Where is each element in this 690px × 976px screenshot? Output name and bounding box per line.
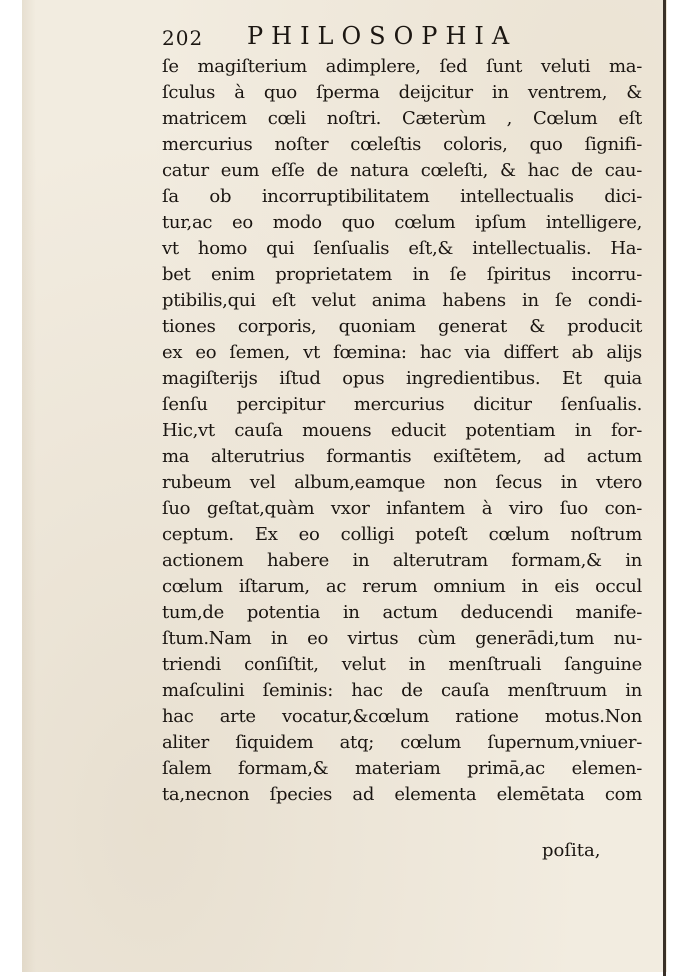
text-line: tur,ac eo modo quo cœlum ipſum intelligere, [162,212,642,233]
page-edge-line [663,0,666,976]
text-line: Hic,vt cauſa mouens educit potentiam in for- [162,420,642,441]
text-line: ſuo geſtat,quàm vxor infantem à viro ſuo con- [162,498,642,519]
text-line: triendi conſiſtit, velut in menſtruali ſanguine [162,654,642,675]
text-line: ma alterutrius formantis exiſtētem, ad actum [162,446,642,467]
text-line: matricem cœli noſtri. Cæterùm , Cœlum eſt [162,108,642,129]
text-line: ſe magiſterium adimplere, ſed ſunt veluti ma- [162,56,642,77]
text-line: aliter ſiquidem atq; cœlum ſupernum,vniuer- [162,732,642,753]
text-line: bet enim proprietatem in ſe ſpiritus incorru- [162,264,642,285]
text-line: ſculus à quo ſperma deijcitur in ventrem, & [162,82,642,103]
text-line: actionem habere in alterutram formam,& in [162,550,642,571]
running-title: PHILOSOPHIA [247,22,518,50]
text-line: ſtum.Nam in eo virtus cùm generādi,tum nu- [162,628,642,649]
body-text [162,54,642,808]
text-line: ta,necnon ſpecies ad elementa elemētata com [162,784,642,805]
book-page [22,0,667,972]
text-line: vt homo qui ſenſualis eſt,& intellectualis. Ha- [162,238,642,259]
text-line: rubeum vel album,eamque non ſecus in vtero [162,472,642,493]
text-line: hac arte vocatur,&cœlum ratione motus.Non [162,706,642,727]
catchword: poſita, [542,840,601,861]
text-line: maſculini ſeminis: hac de cauſa menſtruum in [162,680,642,701]
text-line: tum,de potentia in actum deducendi manife- [162,602,642,623]
text-line: ſalem formam,& materiam primā,ac elemen- [162,758,642,779]
text-line: ſenſu percipitur mercurius dicitur ſenſualis. [162,394,642,415]
text-line: catur eum eſſe de natura cœleſti, & hac de cau- [162,160,642,181]
text-line: ptibilis,qui eſt velut anima habens in ſe condi- [162,290,642,311]
text-line: ſa ob incorruptibilitatem intellectualis dici- [162,186,642,207]
text-line: ceptum. Ex eo colligi poteſt cœlum noſtrum [162,524,642,545]
text-line: ex eo ſemen, vt fœmina: hac via differt ab alijs [162,342,642,363]
text-line: cœlum iſtarum, ac rerum omnium in eis occul [162,576,642,597]
text-line: tiones corporis, quoniam generat & producit [162,316,642,337]
running-head [162,20,582,54]
text-line: mercurius noſter cœleſtis coloris, quo ſignifi- [162,134,642,155]
page-number: 202 [162,26,204,50]
text-line: magiſterijs iſtud opus ingredientibus. Et quia [162,368,642,389]
